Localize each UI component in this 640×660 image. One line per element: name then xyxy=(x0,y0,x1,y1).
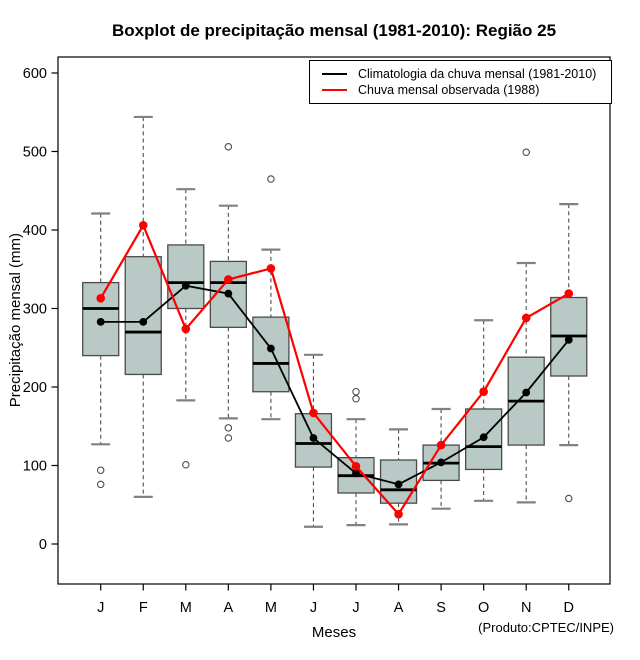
boxplot-box xyxy=(125,257,161,375)
outlier-point xyxy=(268,176,274,182)
observed-point xyxy=(479,387,488,396)
observed-point xyxy=(564,289,573,298)
climatology-point xyxy=(395,480,403,488)
legend-item-climatology xyxy=(310,66,611,82)
climatology-point xyxy=(480,433,488,441)
x-tick-label: J xyxy=(352,600,360,616)
legend-label-observed: Chuva mensal observada (1988) xyxy=(358,83,540,97)
chart-title: Boxplot de precipitação mensal (1981-2010): Região 25 xyxy=(111,21,557,40)
x-tick-label: M xyxy=(179,600,192,616)
outlier-point xyxy=(225,144,231,150)
climatology-point xyxy=(522,389,530,397)
y-tick-label: 300 xyxy=(22,301,47,318)
observed-point xyxy=(352,462,361,471)
observed-point xyxy=(224,275,233,284)
x-tick-label: J xyxy=(309,600,318,616)
climatology-point xyxy=(310,434,318,442)
observed-point xyxy=(437,441,446,450)
observed-point xyxy=(182,325,191,334)
climatology-point xyxy=(182,282,190,290)
climatology-point xyxy=(97,318,105,326)
x-tick-label: O xyxy=(478,600,490,616)
climatology-point xyxy=(352,469,360,477)
y-axis-label-text: Precipitação mensal (mm) xyxy=(6,233,24,408)
x-tick-label: J xyxy=(97,600,105,616)
outlier-point xyxy=(353,389,359,395)
outlier-point xyxy=(353,396,359,402)
y-tick-label: 200 xyxy=(22,380,47,396)
outlier-point xyxy=(225,435,231,441)
legend xyxy=(309,60,612,104)
y-tick-label: 400 xyxy=(22,223,47,239)
observed-point xyxy=(394,510,403,519)
boxplot-box xyxy=(253,317,289,392)
climatology-line-sample xyxy=(322,73,347,75)
outlier-point xyxy=(98,467,104,473)
climatology-point xyxy=(139,318,147,326)
climatology-point xyxy=(565,336,573,344)
y-tick-label: 600 xyxy=(22,66,47,82)
x-tick-label: A xyxy=(223,600,234,616)
legend-item-observed xyxy=(310,82,611,98)
x-tick-label: S xyxy=(436,600,446,616)
observed-point xyxy=(96,294,105,303)
outlier-point xyxy=(225,425,231,431)
x-tick-label: A xyxy=(393,600,404,616)
observed-point xyxy=(267,264,276,273)
x-tick-label: D xyxy=(563,600,574,616)
y-tick-label: 100 xyxy=(22,458,47,475)
y-tick-label: 500 xyxy=(22,144,47,161)
observed-line-sample xyxy=(322,89,347,91)
climatology-point xyxy=(224,290,232,298)
credit-text: (Produto:CPTEC/INPE) xyxy=(478,620,614,635)
outlier-point xyxy=(98,481,104,487)
outlier-point xyxy=(566,495,572,501)
observed-point xyxy=(522,314,531,323)
outlier-point xyxy=(523,149,529,155)
observed-point xyxy=(309,409,318,418)
x-tick-label: N xyxy=(520,600,532,616)
legend-label-climatology: Climatologia da chuva mensal (1981-2010) xyxy=(358,67,597,81)
climatology-point xyxy=(437,458,445,466)
outlier-point xyxy=(183,462,189,468)
climatology-point xyxy=(267,345,275,353)
x-axis-label: Meses xyxy=(311,624,357,641)
observed-point xyxy=(139,221,148,230)
y-tick-label: 0 xyxy=(38,537,47,553)
x-tick-label: M xyxy=(264,600,277,616)
x-tick-label: F xyxy=(138,600,148,616)
